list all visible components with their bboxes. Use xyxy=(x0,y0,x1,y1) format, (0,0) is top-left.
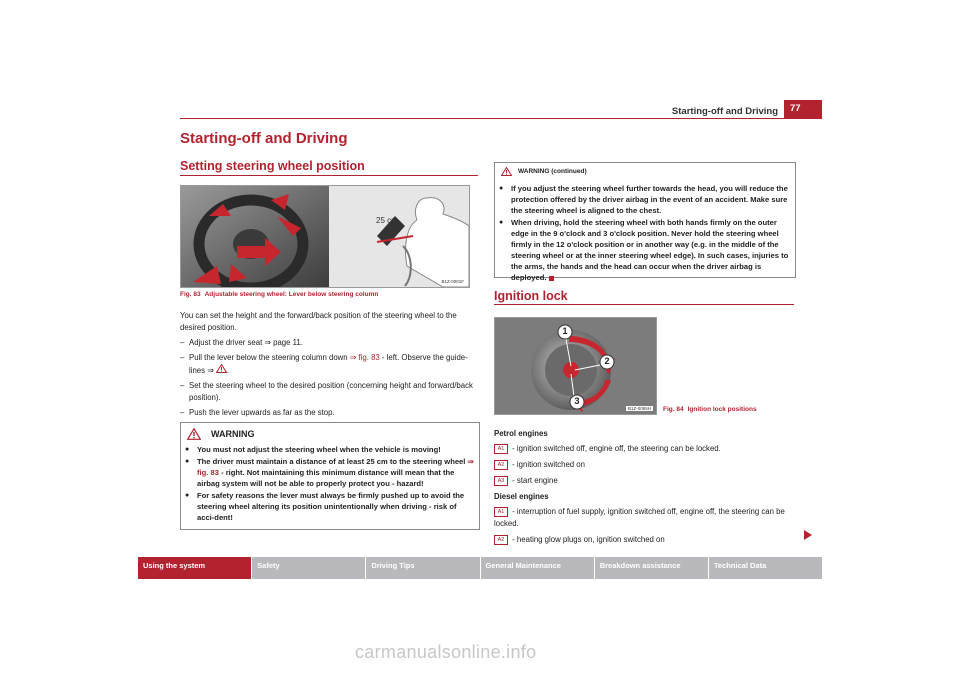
position-badge: A1 xyxy=(494,507,508,517)
warning-cont-header xyxy=(495,163,795,176)
position-badge: A2 xyxy=(494,460,508,470)
figure-caption-83 xyxy=(180,291,378,298)
warning-item-3: ● For safety reasons the lever must always be firmly pushed up to avoid the steering wheel altering its position unintentionally when driving - risk of acci-dent! xyxy=(183,490,475,523)
figure-code: B1Z-0055H xyxy=(627,406,651,411)
step-2-text: Pull the lever below the steering column down xyxy=(189,353,350,362)
warning-triangle-icon xyxy=(501,167,512,176)
position-badge: A2 xyxy=(494,535,508,545)
running-header-title: Starting-off and Driving xyxy=(671,106,778,117)
warning-box xyxy=(180,422,480,530)
section-rule xyxy=(180,175,478,176)
warning-item-1: ● You must not adjust the steering wheel when the vehicle is moving! xyxy=(183,444,475,455)
tab-safety[interactable]: Safety xyxy=(252,557,365,579)
warning-item-2-text-post: - right. Not maintaining this minimum distance will mean that the airbag system will not be able to properly protect you - hazard! xyxy=(197,468,455,488)
page-number: 77 xyxy=(784,100,822,118)
marker-3: 3 xyxy=(574,396,580,406)
petrol-item-1-text: - ignition switched off, engine off, the steering can be locked. xyxy=(510,444,721,453)
warning-title: WARNING xyxy=(211,429,255,439)
step-1 xyxy=(180,337,478,349)
section-heading-steering: Setting steering wheel position xyxy=(180,159,365,173)
warning-box-continued xyxy=(494,162,796,282)
position-badge: A3 xyxy=(494,476,508,486)
figure-ignition-lock xyxy=(494,317,657,415)
warning-item-2 xyxy=(183,456,475,489)
tab-breakdown-assistance[interactable]: Breakdown assistance xyxy=(595,557,708,579)
petrol-item-2 xyxy=(494,459,794,471)
warning-triangle-icon xyxy=(187,428,201,440)
marker-1: 1 xyxy=(562,326,568,336)
chapter-tab-bar xyxy=(138,557,822,579)
distance-label: 25 cm xyxy=(376,216,398,225)
figure-label: Fig. 84 xyxy=(663,406,684,413)
section-heading-ignition: Ignition lock xyxy=(494,289,568,303)
warning-cont-title: WARNING (continued) xyxy=(518,168,587,175)
diesel-item-2 xyxy=(494,534,794,546)
warning-triangle-icon[interactable] xyxy=(216,364,227,373)
figure-label: Fig. 83 xyxy=(180,291,201,298)
figure-caption-text: Ignition lock positions xyxy=(687,406,757,413)
warning-cont-item-1: ● If you adjust the steering wheel further towards the head, you will reduce the protection offered by the driver airbag in the event of an accident. Make sure the steering wheel is aligned to the chest. xyxy=(497,183,792,216)
ignition-body-text xyxy=(494,428,794,546)
step-1-arrow: ⇒ xyxy=(264,338,271,347)
step-3: – Set the steering wheel to the desired position (concerning height and forward/back position). xyxy=(180,380,478,404)
watermark-text: carmanualsonline.info xyxy=(355,642,537,662)
figure-caption-text: Adjustable steering wheel: Lever below steering column xyxy=(204,291,379,298)
diesel-item-1 xyxy=(494,506,794,530)
position-badge: A1 xyxy=(494,444,508,454)
warning-header xyxy=(181,423,479,440)
steering-body-text xyxy=(180,310,478,419)
tab-using-the-system[interactable]: Using the system xyxy=(138,557,251,579)
step-4: – Push the lever upwards as far as the stop. xyxy=(180,407,478,419)
step-2: – Pull the lever below the steering column down ⇒ fig. 83 - left. Observe the guide-lines ⇒ . xyxy=(180,352,478,377)
petrol-item-3 xyxy=(494,475,794,487)
diesel-item-2-text: - heating glow plugs on, ignition switched on xyxy=(510,535,665,544)
chapter-heading: Starting-off and Driving xyxy=(180,130,348,147)
section-end-marker xyxy=(549,276,554,281)
petrol-heading: Petrol engines xyxy=(494,429,548,438)
petrol-item-3-text: - start engine xyxy=(510,476,558,485)
next-page-arrow-icon[interactable] xyxy=(804,530,812,540)
intro-paragraph: You can set the height and the forward/back position of the steering wheel to the desired position. xyxy=(180,311,457,332)
figure-steering-wheel xyxy=(180,185,470,288)
warning-cont-body xyxy=(495,176,795,283)
tab-technical-data[interactable]: Technical Data xyxy=(709,557,822,579)
warning-body xyxy=(181,440,479,523)
section-rule xyxy=(494,304,794,305)
warning-item-2-text: The driver must maintain a distance of at least 25 cm to the steering wheel xyxy=(197,457,468,466)
petrol-item-2-text: - ignition switched on xyxy=(510,460,585,469)
marker-2: 2 xyxy=(604,356,610,366)
figure-caption-84 xyxy=(663,406,757,413)
header-rule xyxy=(180,118,822,119)
diesel-item-1-text: - interruption of fuel supply, ignition switched off, engine off, the steering can be locked. xyxy=(494,507,785,528)
warning-cont-item-2-text: When driving, hold the steering wheel with both hands firmly on the outer edge in the 9 o'clock and 3 o'clock position. Never hold the steering wheel firmly in the 12 o'clock position or in another way (e.g. in the middle of the steering wheel or at the inner steering wheel edge). In such cases, injuries to the arms, the hands and the head can occur when the driver airbag is deployed. xyxy=(511,218,789,282)
step-2-text-post: - left. Observe the guide-lines ⇒ xyxy=(189,353,468,375)
warning-cont-item-2 xyxy=(497,217,792,283)
steering-wheel-illustration xyxy=(181,186,469,287)
step-2-figure-link[interactable]: ⇒ fig. 83 xyxy=(349,353,380,362)
diesel-heading: Diesel engines xyxy=(494,492,549,501)
tab-general-maintenance[interactable]: General Maintenance xyxy=(481,557,594,579)
step-1-page-ref[interactable]: page 11. xyxy=(270,338,303,347)
step-1-text: Adjust the driver seat xyxy=(189,338,265,347)
petrol-item-1 xyxy=(494,443,794,455)
warning-item-2-figure-link[interactable]: ⇒ fig. 83 xyxy=(197,457,474,477)
figure-code: B1Z-0001F xyxy=(441,279,464,284)
tab-driving-tips[interactable]: Driving Tips xyxy=(366,557,479,579)
